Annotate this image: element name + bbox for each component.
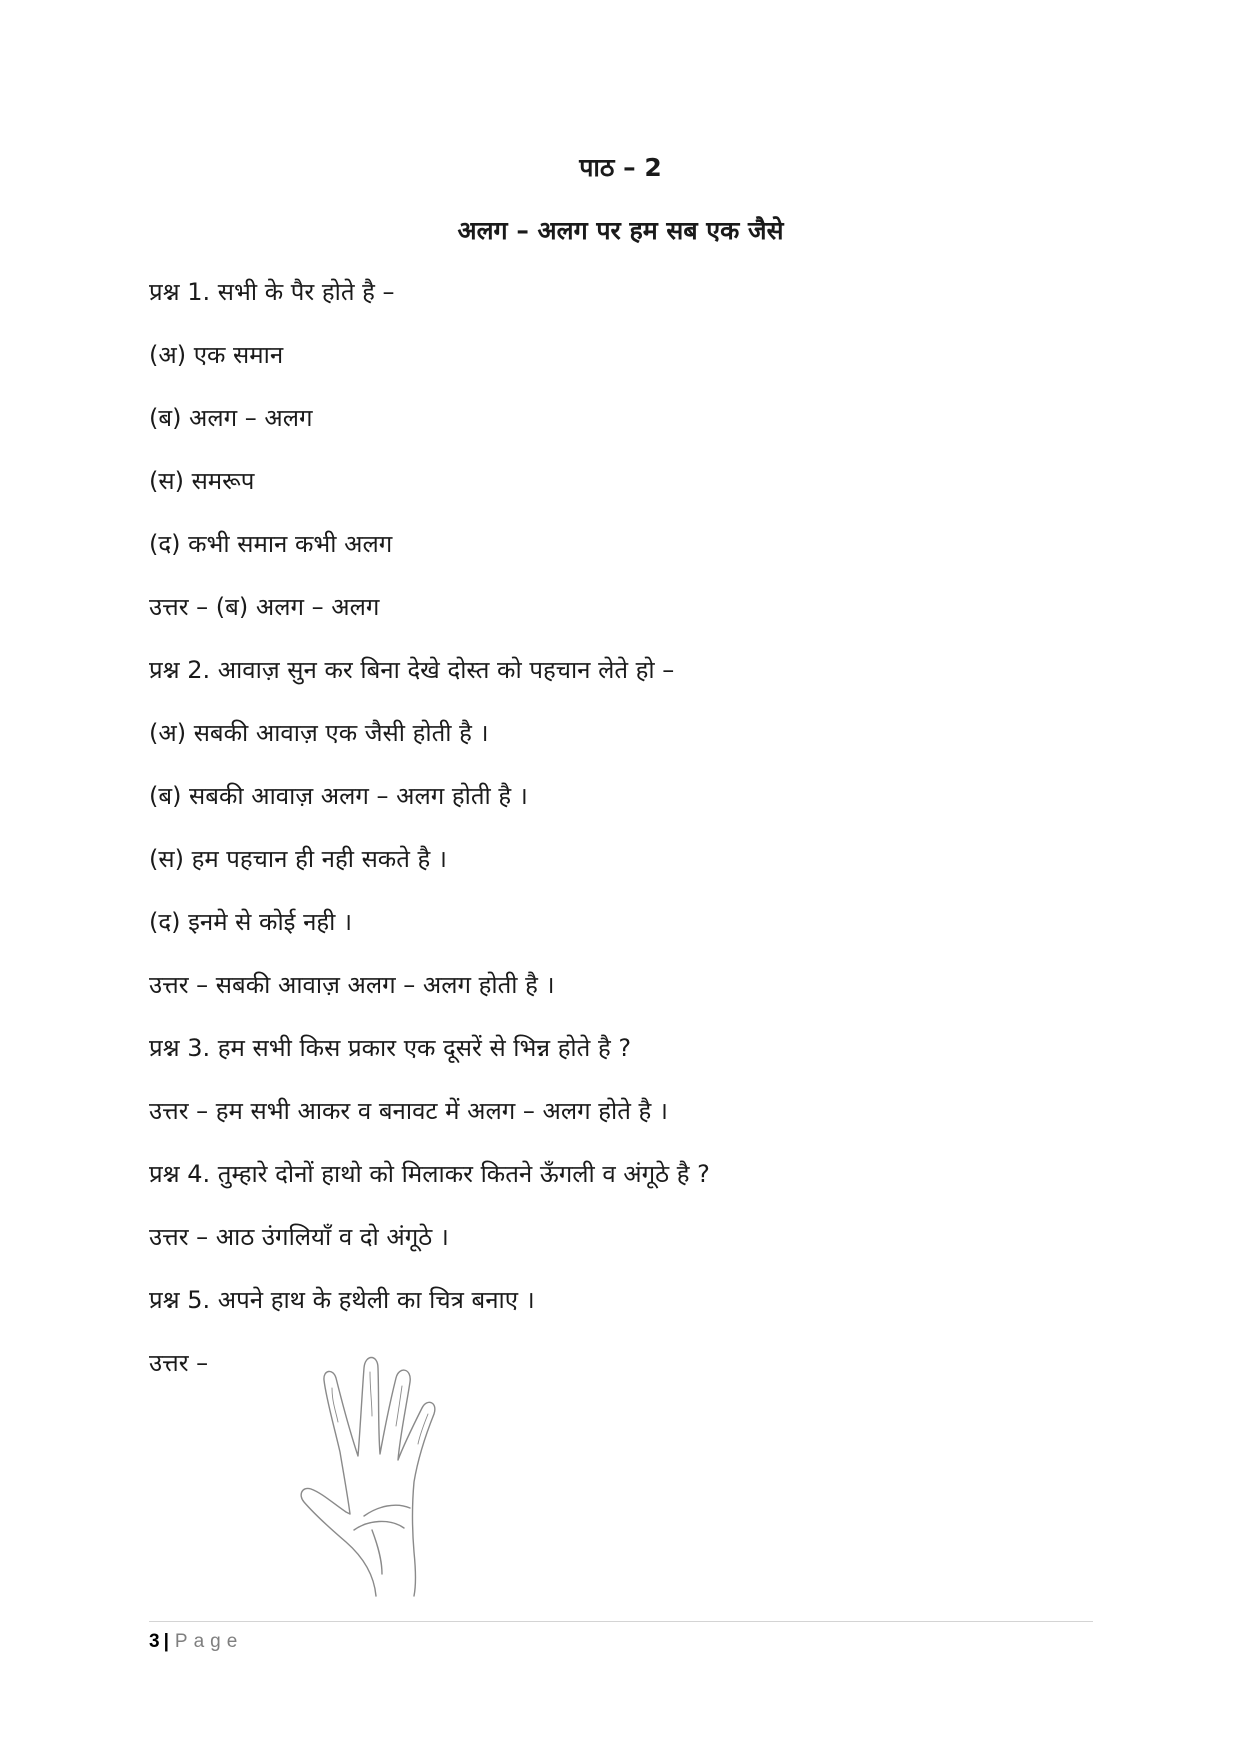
question-5: प्रश्न 5. अपने हाथ के हथेली का चित्र बनाए । xyxy=(149,1286,535,1314)
page-label: Page xyxy=(174,1631,244,1652)
question-1: प्रश्न 1. सभी के पैर होते है – xyxy=(149,278,395,306)
lesson-title: अलग – अलग पर हम सब एक जैसे xyxy=(457,216,784,245)
option-b: (ब) सबकी आवाज़ अलग – अलग होती है । xyxy=(149,782,528,810)
answer-2: उत्तर – सबकी आवाज़ अलग – अलग होती है । xyxy=(149,971,555,999)
answer-4: उत्तर – आठ उंगलियाँ व दो अंगूठे । xyxy=(149,1223,449,1251)
option-a: (अ) सबकी आवाज़ एक जैसी होती है । xyxy=(149,719,489,747)
hand-palm-drawing xyxy=(298,1352,473,1597)
question-4: प्रश्न 4. तुम्हारे दोनों हाथो को मिलाकर कितने ऊँगली व अंगूठे है ? xyxy=(149,1160,710,1188)
option-d: (द) कभी समान कभी अलग xyxy=(149,530,393,558)
question-2: प्रश्न 2. आवाज़ सुन कर बिना देखे दोस्त को पहचान लेते हो – xyxy=(149,656,675,684)
answer-5: उत्तर – xyxy=(149,1349,209,1377)
footer-divider xyxy=(149,1621,1093,1622)
option-c: (स) समरूप xyxy=(149,467,255,495)
page-number: 3 xyxy=(149,1631,160,1652)
footer-separator: | xyxy=(163,1631,169,1652)
answer-3: उत्तर – हम सभी आकर व बनावट में अलग – अलग होते है । xyxy=(149,1097,669,1125)
page-footer xyxy=(149,1632,243,1651)
question-3: प्रश्न 3. हम सभी किस प्रकार एक दूसरें से भिन्न होते है ? xyxy=(149,1034,632,1062)
answer-1: उत्तर – (ब) अलग – अलग xyxy=(149,593,380,621)
lesson-number: पाठ – 2 xyxy=(579,153,662,182)
option-a: (अ) एक समान xyxy=(149,341,284,369)
option-d: (द) इनमे से कोई नही । xyxy=(149,908,353,936)
option-c: (स) हम पहचान ही नही सकते है । xyxy=(149,845,448,873)
option-b: (ब) अलग – अलग xyxy=(149,404,313,432)
